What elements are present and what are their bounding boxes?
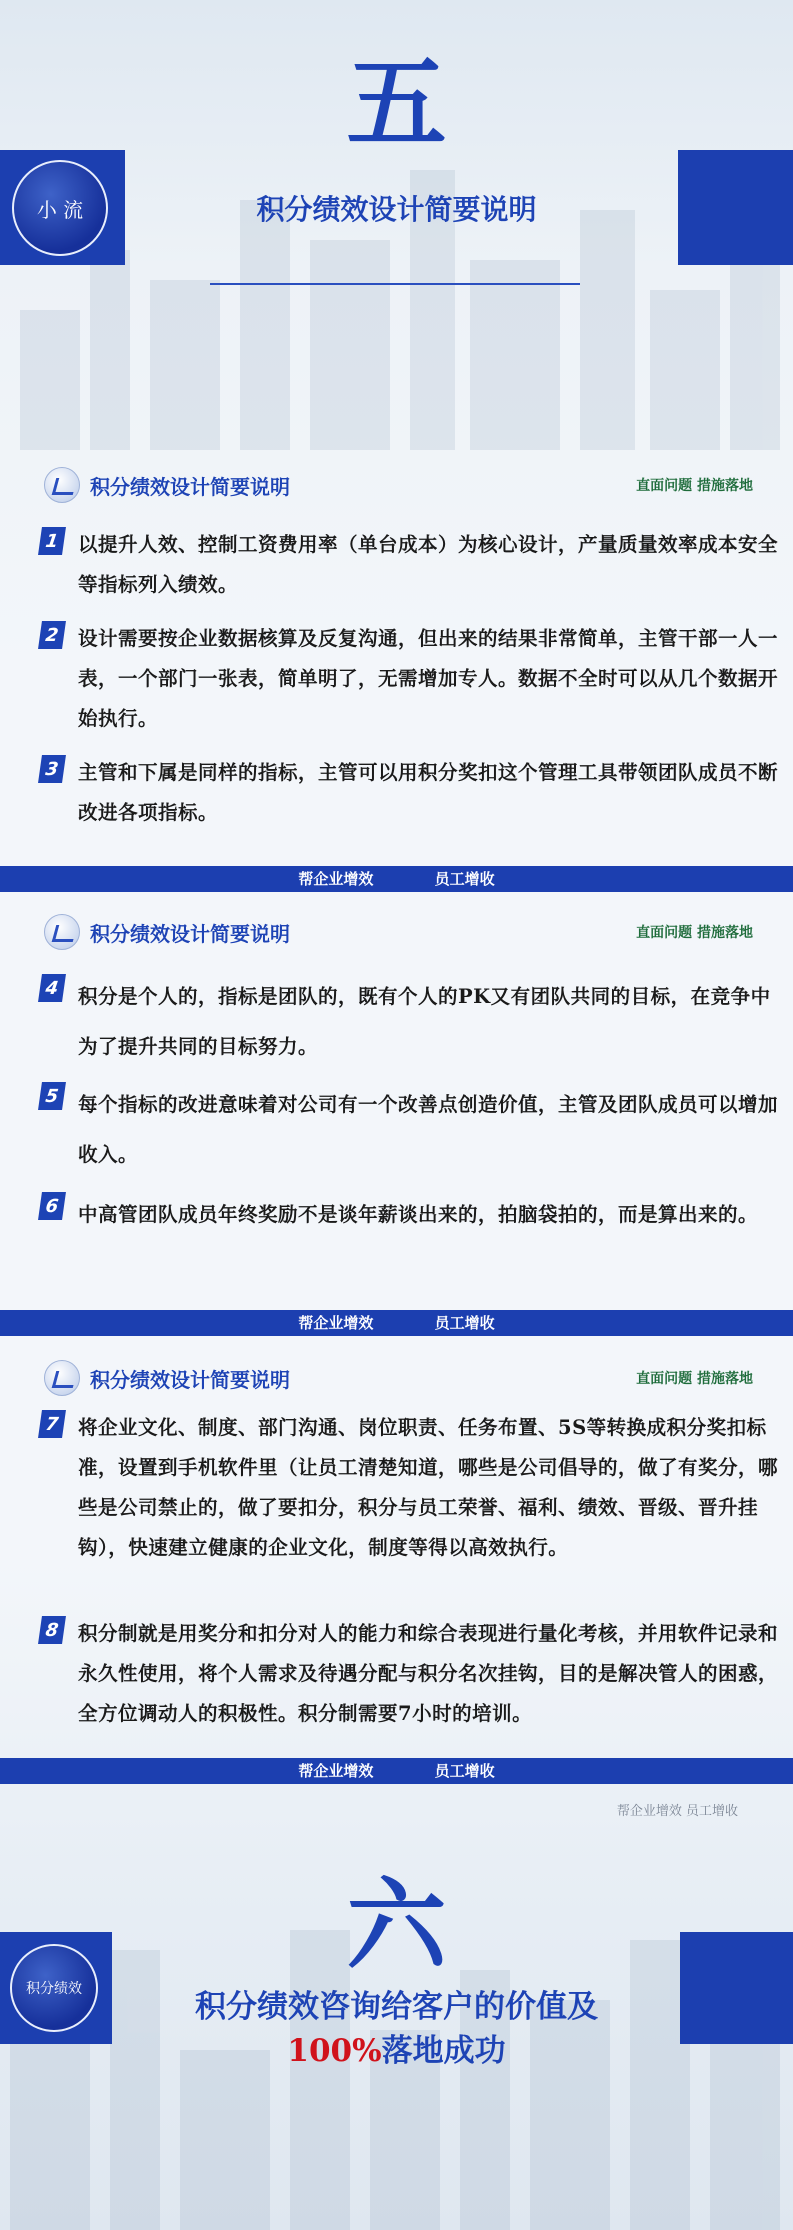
- item-number-badge: 4: [38, 974, 66, 1002]
- brand-logo-text-6: 积分绩效: [26, 1981, 82, 1997]
- section6-highlight: 100%: [287, 2033, 382, 2069]
- slogan-left: 帮企业增效: [298, 870, 374, 888]
- section-title: 积分绩效设计简要说明: [256, 193, 537, 226]
- panel-logo-icon: [44, 1360, 80, 1396]
- list-item: [40, 525, 779, 615]
- slogan-right: 员工增收: [434, 870, 495, 888]
- slogan-left: 帮企业增效: [298, 1762, 374, 1780]
- list-item: [40, 1080, 779, 1180]
- slogan-left: 帮企业增效: [298, 1314, 374, 1332]
- item-text: 积分是个人的，指标是团队的，既有个人的PK又有团队共同的目标，在竞争中为了提升共同的目标努力。: [78, 985, 771, 1058]
- list-item: [40, 753, 779, 843]
- list-item: [40, 1408, 779, 1618]
- item-number-badge: 2: [38, 621, 66, 649]
- footer-tagline: 帮企业增效 员工增收: [616, 1804, 738, 1819]
- slogan-bar: [0, 866, 793, 892]
- panel-title: 积分绩效设计简要说明: [90, 1368, 290, 1392]
- info-panel-1: [0, 453, 793, 893]
- info-panel-2: [0, 900, 793, 1320]
- item-text: 以提升人效、控制工资费用率（单台成本）为核心设计，产量质量效率成本安全等指标列入绩效。: [78, 533, 779, 596]
- panel-logo-icon: [44, 914, 80, 950]
- section-number: 五: [346, 44, 447, 162]
- item-number-badge: 5: [38, 1082, 66, 1110]
- title-underline: [210, 283, 580, 285]
- panel-header: [0, 900, 793, 956]
- item-text: 设计需要按企业数据核算及反复沟通，但出来的结果非常简单，主管干部一人一表，一个部门一张表，简单明了，无需增加专人。数据不全时可以从几个数据开始执行。: [78, 627, 779, 730]
- panel-tagline: 直面问题 措施落地: [636, 925, 753, 941]
- item-text: 将企业文化、制度、部门沟通、岗位职责、任务布置、5S等转换成积分奖扣标准，设置到手机软件里（让员工清楚知道，哪些是公司倡导的，做了有奖分，哪些是公司禁止的，做了要扣分，积分与员工荣誉、福利、绩效、晋级、晋升挂钩），快速建立健康的企业文化，制度等得以高效执行。: [78, 1416, 779, 1559]
- list-item: [40, 619, 779, 749]
- list-item: [40, 972, 771, 1062]
- panel-title: 积分绩效设计简要说明: [90, 475, 290, 499]
- section6-title-line2-rest: 落地成功: [381, 2033, 506, 2069]
- info-panel-3: [0, 1346, 793, 1766]
- item-text: 主管和下属是同样的指标，主管可以用积分奖扣这个管理工具带领团队成员不断改进各项指标。: [78, 761, 779, 824]
- item-number-badge: 6: [38, 1192, 66, 1220]
- section6-title-line1: 积分绩效咨询给客户的价值及: [195, 1989, 598, 2025]
- slogan-right: 员工增收: [434, 1762, 495, 1780]
- panel-header: [0, 453, 793, 509]
- slogan-bar: [0, 1758, 793, 1784]
- panel-title: 积分绩效设计简要说明: [90, 922, 290, 946]
- slogan-bar: [0, 1310, 793, 1336]
- section-number-6: 六: [346, 1866, 447, 1984]
- panel-tagline: 直面问题 措施落地: [636, 1371, 753, 1387]
- item-text: 每个指标的改进意味着对公司有一个改善点创造价值，主管及团队成员可以增加收入。: [78, 1093, 779, 1166]
- item-number-badge: 8: [38, 1616, 66, 1644]
- panel-logo-icon: [44, 467, 80, 503]
- item-text: 积分制就是用奖分和扣分对人的能力和综合表现进行量化考核，并用软件记录和永久性使用，将个人需求及待遇分配与积分名次挂钩，目的是解决管人的困惑，全方位调动人的积极性。积分制需要7小时的培训。: [78, 1622, 779, 1725]
- list-item: [40, 1614, 779, 1774]
- brand-logo-text: 小 流: [36, 197, 84, 222]
- item-number-badge: 7: [38, 1410, 66, 1438]
- panel-header: [0, 1346, 793, 1402]
- panel-tagline: 直面问题 措施落地: [636, 478, 753, 494]
- item-number-badge: 3: [38, 755, 66, 783]
- item-text: 中高管团队成员年终奖励不是谈年薪谈出来的，拍脑袋拍的，而是算出来的。: [78, 1203, 759, 1226]
- item-number-badge: 1: [38, 527, 66, 555]
- section6-title-line2: [0, 2029, 793, 2073]
- slogan-right: 员工增收: [434, 1314, 495, 1332]
- section6-title: [0, 1985, 793, 2073]
- list-item: [40, 1190, 760, 1290]
